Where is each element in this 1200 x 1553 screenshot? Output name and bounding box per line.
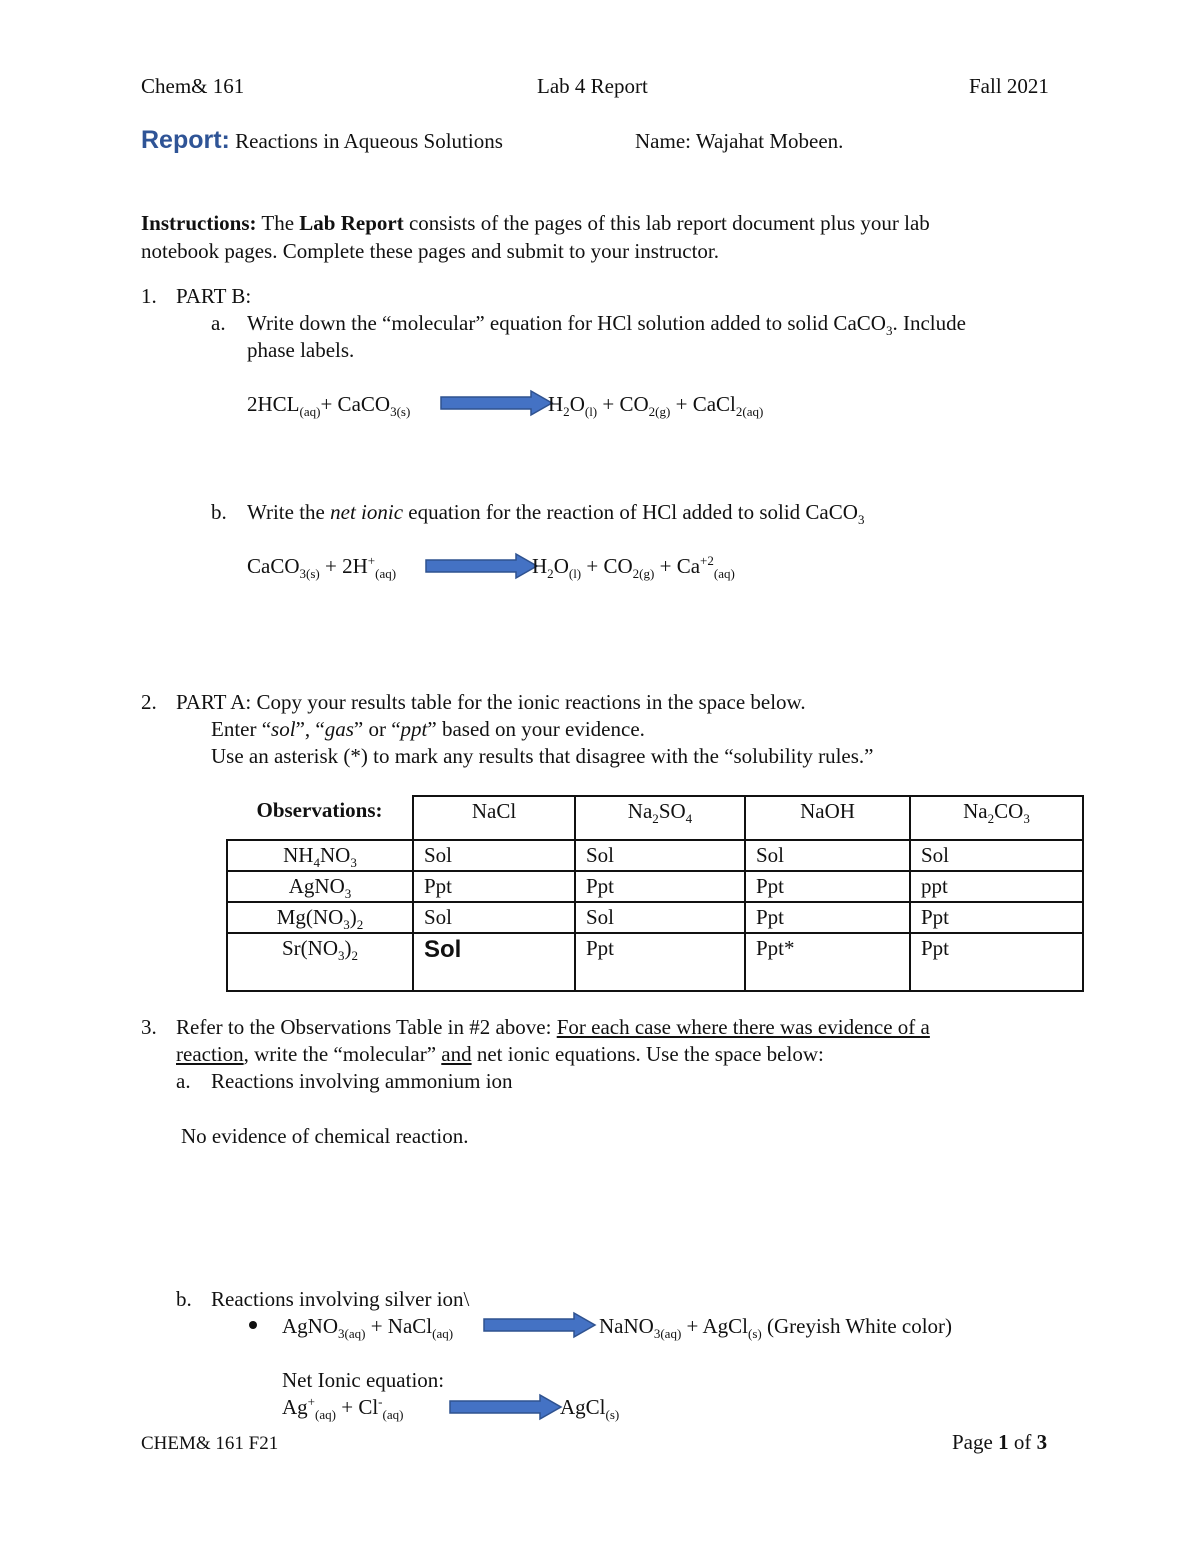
eq1-caco3: + CaCO [320, 392, 391, 416]
right-arrow-icon [439, 389, 555, 417]
q1b-text [247, 500, 865, 528]
q3a-answer: No evidence of chemical reaction. [181, 1124, 469, 1148]
net-agcl-phase: (s) [605, 1407, 620, 1423]
row-header-sub: 3 [350, 855, 357, 871]
table-cell: Sol [413, 902, 575, 933]
observations-label: Observations: [227, 796, 413, 840]
eq3-nacl-phase: (aq) [432, 1326, 454, 1342]
table-cell: Ppt [745, 902, 910, 933]
q2-line-2 [211, 719, 645, 740]
row-header-srno32 [227, 933, 413, 991]
q1b-sub: 3 [857, 512, 865, 528]
eq2-ca-charge: +2 [700, 553, 714, 568]
table-cell: Ppt [575, 871, 745, 902]
eq2-ca-phase: (aq) [713, 566, 735, 582]
eq2-caco3: CaCO [247, 554, 300, 578]
page-label: Page [952, 1430, 999, 1454]
row-header-mgno32 [227, 902, 413, 933]
eq2-ca: + Ca [654, 554, 701, 578]
eq2-o: O [553, 554, 569, 578]
q3a-text: Reactions involving ammonium ion [211, 1069, 513, 1093]
table-cell: Sol [745, 840, 910, 871]
q3-number: 3. [141, 1015, 157, 1039]
equation-molecular-1-right [548, 392, 764, 420]
row-header-part: NH [283, 843, 314, 867]
q1a-text-2: . Include [892, 311, 966, 335]
page-total: 3 [1036, 1430, 1048, 1454]
eq2-co2-phase: 2(g) [632, 566, 655, 582]
q1-title: PART B: [176, 284, 252, 308]
q1b-italic: net ionic [330, 500, 404, 524]
q2-ppt: ppt [400, 717, 428, 741]
q1b-pre: Write the [247, 500, 331, 524]
eq2-co2: + CO [581, 554, 633, 578]
table-cell: Ppt* [745, 933, 910, 991]
report-title [141, 128, 503, 153]
eq3-agcl: + AgCl [681, 1314, 748, 1338]
equation-net-ionic-1-right [532, 553, 735, 582]
q2-number: 2. [141, 690, 157, 714]
table-cell: Sol [910, 840, 1083, 871]
q3b-text: Reactions involving silver ion\ [211, 1287, 470, 1311]
table-cell: ppt [910, 871, 1083, 902]
header-right: Fall 2021 [969, 74, 1049, 98]
q1a-sub: 3 [885, 323, 893, 339]
column-header-text: Na [963, 799, 988, 823]
table-cell: Sol [575, 840, 745, 871]
column-header-text: NaOH [800, 799, 855, 823]
q2-sep-1: ”, “ [295, 717, 325, 741]
row-header-part: NO [320, 843, 351, 867]
equation-net-ionic-2-right [560, 1395, 620, 1423]
row-header-sub: 3 [344, 886, 352, 902]
table-cell: Sol [413, 840, 575, 871]
equation-molecular-1-left [247, 392, 411, 420]
table-row [227, 902, 1083, 933]
q3-underline-2: reaction [176, 1042, 244, 1066]
column-header-sub-2: 3 [1023, 811, 1030, 827]
right-arrow-icon [448, 1393, 564, 1421]
eq1-h-sub: 2 [563, 404, 570, 420]
q2-evidence: ” based on your evidence. [427, 717, 645, 741]
right-arrow-icon [482, 1311, 598, 1339]
q3-mid: , write the “molecular” [243, 1042, 442, 1066]
instructions-line-2: notebook pages. Complete these pages and submit to your instructor. [141, 239, 719, 263]
q1b-post: equation for the reaction of HCl added to solid CaCO [403, 500, 858, 524]
q2-sep-2: ” or “ [353, 717, 401, 741]
row-header-part: ) [344, 936, 352, 960]
table-cell: Ppt [745, 871, 910, 902]
eq1-h: H [548, 392, 564, 416]
row-header-sub: 2 [356, 917, 364, 933]
row-header-sub: 3 [337, 948, 345, 964]
q2-line-3: Use an asterisk (*) to mark any results that disagree with the “solubility rules.” [211, 744, 874, 768]
eq2-h2-sub: 2 [547, 566, 554, 582]
q1-number: 1. [141, 284, 157, 308]
equation-molecular-2-right [599, 1314, 953, 1342]
eq1-water-phase: (l) [584, 404, 598, 420]
table-cell: Ppt [413, 871, 575, 902]
report-label: Report: [141, 126, 230, 154]
header-center: Lab 4 Report [537, 74, 648, 98]
q1a-letter: a. [211, 311, 226, 335]
net-ag-charge: + [307, 1394, 316, 1409]
header-left: Chem& 161 [141, 74, 245, 98]
column-header-sub: 2 [652, 811, 659, 827]
eq3-nacl: + NaCl [365, 1314, 433, 1338]
row-header-sub: 3 [343, 917, 350, 933]
table-cell: Ppt [910, 933, 1083, 991]
column-header-text: NaCl [471, 799, 517, 823]
column-header-na2co3 [910, 796, 1083, 840]
q3-and: and [441, 1042, 472, 1066]
bullet-icon [249, 1321, 257, 1329]
eq1-co2-phase: 2(g) [648, 404, 671, 420]
net-agcl: AgCl [560, 1395, 606, 1419]
eq2-caco3-phase: 3(s) [299, 566, 320, 582]
footer-left: CHEM& 161 F21 [141, 1433, 279, 1454]
q3-post: net ionic equations. Use the space below: [471, 1042, 824, 1066]
row-header-agno3 [227, 871, 413, 902]
row-header-part: ) [349, 905, 357, 929]
column-header-tail: CO [994, 799, 1024, 823]
right-arrow-icon [424, 552, 540, 580]
q1a-line-2: phase labels. [247, 338, 355, 362]
row-header-sub: 2 [351, 948, 359, 964]
eq1-co2: + CO [597, 392, 649, 416]
table-cell: Sol [413, 933, 575, 991]
instructions-label: Instructions: [141, 211, 257, 235]
eq1-hcl: 2HCL [247, 392, 300, 416]
column-header-sub: 2 [987, 811, 995, 827]
column-header-text: Na [627, 799, 653, 823]
eq3-agno3-phase: 3(aq) [338, 1326, 366, 1342]
eq1-cacl2-phase: 2(aq) [735, 404, 764, 420]
q1a-line-1 [247, 311, 966, 339]
column-header-naoh [745, 796, 910, 840]
row-header-sub: 4 [313, 855, 320, 871]
page-number [952, 1432, 1047, 1453]
instructions-text-a: The [256, 211, 300, 235]
column-header-tail: SO [658, 799, 686, 823]
q1b-letter: b. [211, 500, 227, 524]
eq1-cacl2: + CaCl [670, 392, 736, 416]
q3-line-1 [176, 1017, 930, 1038]
instructions-text-b: consists of the pages of this lab report document plus your lab [403, 211, 930, 235]
eq3-nano3: NaNO [599, 1314, 654, 1338]
net-ag-phase: (aq) [315, 1407, 336, 1423]
eq2-h2: H [532, 554, 548, 578]
report-title-text: Reactions in Aqueous Solutions [235, 129, 503, 153]
column-header-nacl [413, 796, 575, 840]
net-cl: + Cl [335, 1395, 379, 1419]
column-header-sub-2: 4 [685, 811, 693, 827]
table-cell: Sol [575, 902, 745, 933]
net-ionic-label: Net Ionic equation: [282, 1368, 445, 1392]
table-header-row [227, 796, 1083, 840]
net-cl-charge: - [378, 1394, 383, 1409]
row-header-part: AgNO [288, 874, 345, 898]
net-ag: Ag [282, 1395, 308, 1419]
q2-enter: Enter “ [211, 717, 272, 741]
eq3-agno3: AgNO [282, 1314, 338, 1338]
q2-line-1: PART A: Copy your results table for the ionic reactions in the space below. [176, 690, 806, 714]
instructions-line-1 [141, 213, 930, 234]
q3-pre: Refer to the Observations Table in #2 above: [176, 1015, 557, 1039]
student-name: Name: Wajahat Mobeen. [635, 129, 844, 153]
eq3-agcl-phase: (s) [748, 1326, 762, 1342]
eq1-o: O [569, 392, 585, 416]
q3b-letter: b. [176, 1287, 192, 1311]
row-header-part: Mg(NO [276, 905, 344, 929]
table-row [227, 933, 1083, 991]
q3-line-2 [176, 1044, 824, 1065]
observations-table [226, 795, 1084, 992]
equation-net-ionic-2-left [282, 1394, 404, 1423]
q3-underline-1: For each case where there was evidence of a [556, 1015, 930, 1039]
page-of: of [1008, 1430, 1037, 1454]
table-cell: Ppt [575, 933, 745, 991]
eq1-hcl-phase: (aq) [299, 404, 321, 420]
equation-molecular-2-left [282, 1314, 454, 1342]
q2-sol: sol [271, 717, 296, 741]
q3a-letter: a. [176, 1069, 191, 1093]
eq3-nano3-phase: 3(aq) [653, 1326, 682, 1342]
q2-gas: gas [324, 717, 354, 741]
eq2-h: + 2H [319, 554, 368, 578]
eq2-water-phase: (l) [568, 566, 582, 582]
eq2-h-charge: + [367, 553, 376, 568]
row-header-part: Sr(NO [281, 936, 338, 960]
net-cl-phase: (aq) [382, 1407, 404, 1423]
column-header-na2so4 [575, 796, 745, 840]
page-current: 1 [998, 1430, 1009, 1454]
table-cell: Ppt [910, 902, 1083, 933]
equation-net-ionic-1-left [247, 553, 397, 582]
table-row [227, 840, 1083, 871]
eq2-h-phase: (aq) [375, 566, 397, 582]
row-header-nh4no3 [227, 840, 413, 871]
instructions-bold: Lab Report [299, 211, 404, 235]
table-row [227, 871, 1083, 902]
eq3-note: (Greyish White color) [761, 1314, 953, 1338]
q1a-text: Write down the “molecular” equation for HCl solution added to solid CaCO [247, 311, 886, 335]
eq1-caco3-phase: 3(s) [390, 404, 411, 420]
